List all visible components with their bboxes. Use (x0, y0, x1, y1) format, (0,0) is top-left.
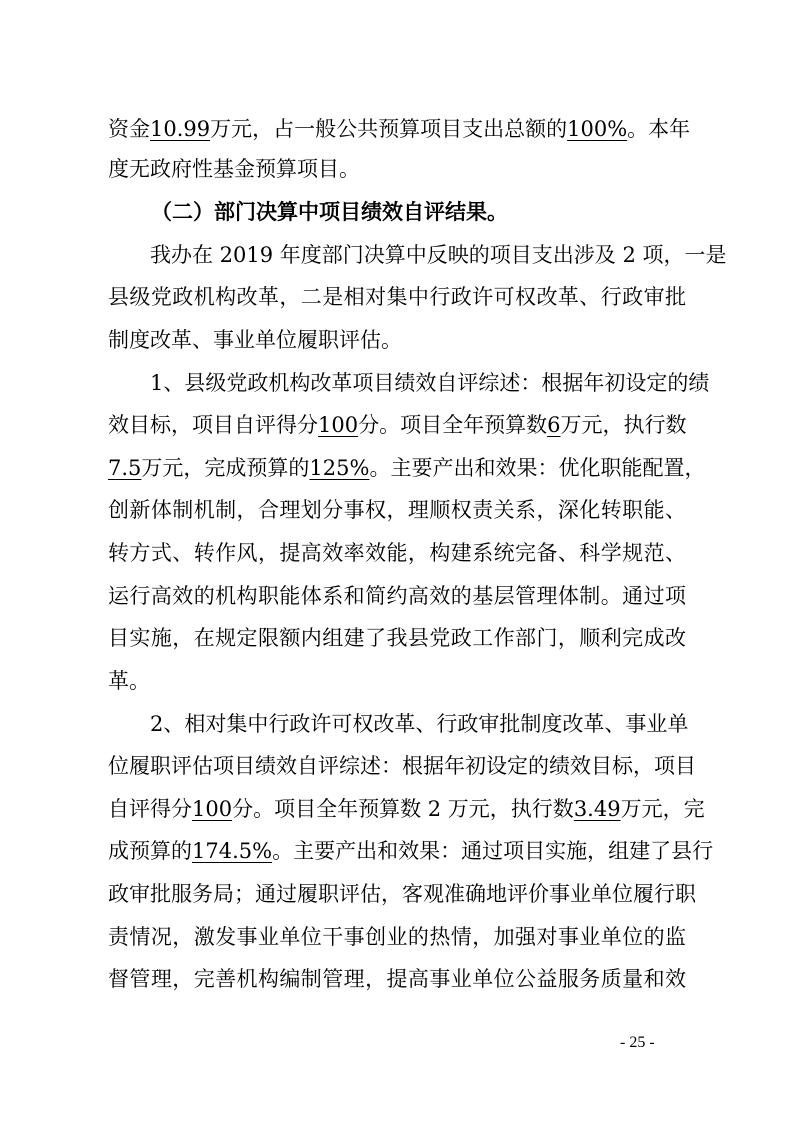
text-span: 成预算的 (108, 839, 192, 863)
para4-line7: 督管理，完善机构编制管理，提高事业单位公益服务质量和效 (108, 967, 686, 991)
para3-line8: 革。 (108, 669, 150, 693)
para4-line1: 2、相对集中行政许可权改革、行政审批制度改革、事业单 (150, 712, 689, 736)
underlined-budget: 6 (547, 413, 561, 437)
para4-line3 (108, 794, 705, 824)
para3-line1: 1、县级党政机构改革项目绩效自评综述：根据年初设定的绩 (150, 371, 710, 395)
text-span: 万元，占一般公共预算项目支出总额的 (210, 117, 568, 141)
para3-line2 (108, 410, 686, 440)
text-span: 分。项目全年预算数 (358, 413, 548, 437)
para3-line6: 运行高效的机构职能体系和简约高效的基层管理体制。通过项 (108, 584, 686, 608)
text-span: 。本年 (627, 117, 691, 141)
text-span: 。主要产出和效果：优化职能配置， (369, 456, 706, 480)
para3-line7: 目实施，在规定限额内组建了我县党政工作部门，顺利完成改 (108, 626, 686, 650)
para2-line2: 县级党政机构改革，二是相对集中行政许可权改革、行政审批 (108, 285, 686, 309)
underlined-percent: 100% (567, 117, 628, 141)
text-span: 万元，完成预算的 (141, 456, 310, 480)
para4-line6: 责情况，激发事业单位干事创业的热情，加强对事业单位的监 (108, 925, 686, 949)
underlined-percent: 125% (309, 456, 370, 480)
text-span: 万元，完 (620, 797, 705, 821)
text-span: 万元，执行数 (560, 413, 687, 437)
para4-line2: 位履职评估项目绩效自评综述：根据年初设定的绩效目标，项目 (108, 754, 696, 778)
underlined-score: 100 (318, 413, 359, 437)
para1-line2: 度无政府性基金预算项目。 (108, 157, 360, 181)
text-span: 资金 (108, 117, 150, 141)
para3-line5: 转方式、转作风，提高效率效能，构建系统完备、科学规范、 (108, 541, 686, 565)
para3-line3 (108, 453, 706, 483)
para4-line5: 政审批服务局；通过履职评估，客观准确地评价事业单位履行职 (108, 882, 696, 906)
para2-line3: 制度改革、事业单位履职评估。 (108, 328, 402, 352)
underlined-score: 100 (192, 797, 233, 821)
text-span: 效目标，项目自评得分 (108, 413, 318, 437)
para2-line1: 我办在 2019 年度部门决算中反映的项目支出涉及 2 项，一是 (150, 243, 727, 267)
para1-line1 (108, 114, 691, 144)
underlined-amount: 10.99 (150, 117, 211, 141)
underlined-percent: 174.5% (192, 839, 273, 863)
text-span: 分。项目全年预算数 2 万元，执行数 (232, 797, 574, 821)
page-number: - 25 - (620, 1034, 655, 1051)
para3-line4: 创新体制机制，合理划分事权，理顺权责关系，深化转职能、 (108, 498, 686, 522)
underlined-executed: 7.5 (108, 456, 142, 480)
section-heading: （二）部门决算中项目绩效自评结果。 (151, 199, 508, 224)
text-span: 。主要产出和效果：通过项目实施，组建了县行 (272, 839, 714, 863)
para4-line4 (108, 836, 714, 866)
text-span: 自评得分 (108, 797, 192, 821)
underlined-executed: 3.49 (573, 797, 621, 821)
